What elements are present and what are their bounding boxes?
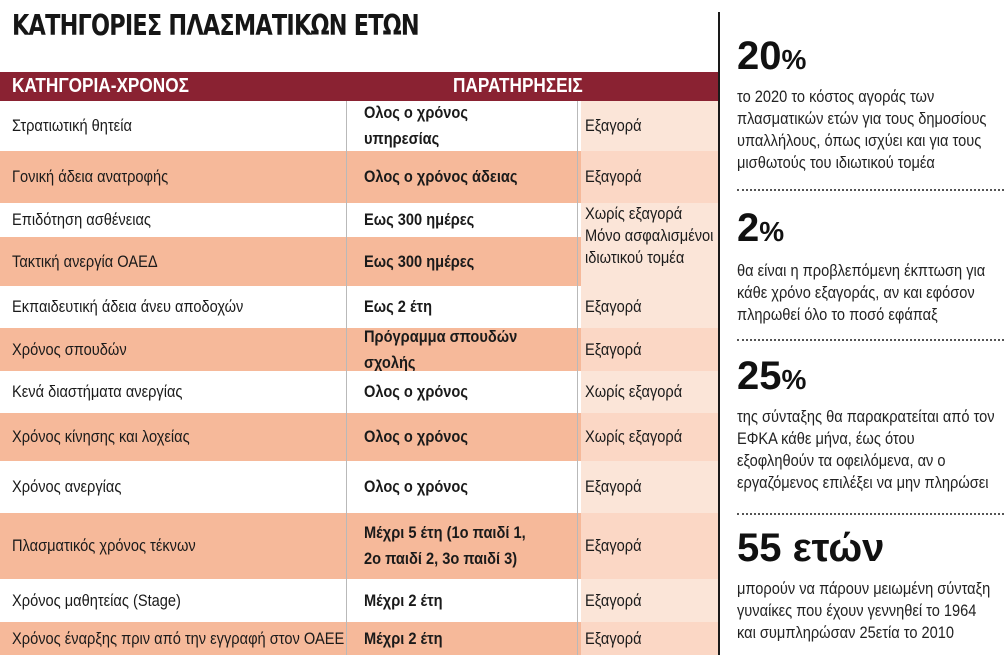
table-row <box>0 286 718 328</box>
stat-block <box>737 206 1004 326</box>
stat-text: το 2020 το κόστος αγοράς των πλασματικών ετών για τους δημοσίους υπαλλήλους, όπως ισχύει και για τους μισθωτούς του ιδιωτικού τομέα <box>737 87 987 172</box>
row-duration: Εως 300 ημέρες <box>364 210 475 229</box>
row-category: Επιδότηση ασθένειας <box>12 210 151 229</box>
row-note: Εξαγορά <box>585 297 642 316</box>
row-category: Πλασματικός χρόνος τέκνων <box>12 536 196 555</box>
row-category: Κενά διαστήματα ανεργίας <box>12 382 183 401</box>
table-row <box>0 151 718 203</box>
stat-block <box>737 526 1004 644</box>
column-header-category: ΚΑΤΗΓΟΡΙΑ-ΧΡΟΝΟΣ <box>12 75 189 97</box>
stat-value: 25 <box>737 354 782 398</box>
row-note: Εξαγορά <box>585 536 642 555</box>
row-duration: Μέχρι 2 έτη <box>364 590 443 610</box>
stat-value: 20 <box>737 34 782 78</box>
stat-unit: % <box>759 216 785 247</box>
row-category: Χρόνος έναρξης πριν από την εγγραφή στον ΟΑΕΕ <box>12 628 345 648</box>
column-divider <box>577 101 578 655</box>
row-note: Εξαγορά <box>585 116 642 135</box>
stat-value: 55 ετών <box>737 526 885 570</box>
row-note: Εξαγορά <box>585 167 642 186</box>
row-category: Τακτική ανεργία ΟΑΕΔ <box>12 251 158 271</box>
column-divider <box>346 101 347 655</box>
row-note: Εξαγορά <box>585 477 642 496</box>
row-note: Χωρίς εξαγορά <box>585 382 683 401</box>
row-note: Εξαγορά <box>585 339 642 359</box>
table-row <box>0 579 718 622</box>
row-duration: Μέχρι 2 έτη <box>364 628 443 648</box>
table-row <box>0 413 718 461</box>
stat-text: της σύνταξης θα παρακρατείται από τον ΕΦΚΑ κάθε μήνα, έως ότου εξοφληθούν τα οφειλόμενα, αν ο εργαζόμενος επιλέξει να μην πληρώσει <box>737 407 995 492</box>
stat-block <box>737 34 1004 174</box>
table-row <box>0 513 718 579</box>
row-category: Γονική άδεια ανατροφής <box>12 167 169 186</box>
page-title: ΚΑΤΗΓΟΡΙΕΣ ΠΛΑΣΜΑΤΙΚΩΝ ΕΤΩΝ <box>12 9 419 42</box>
stat-separator <box>737 339 1004 341</box>
table-header <box>0 72 718 101</box>
table-row <box>0 371 718 413</box>
row-note: Χωρίς εξαγορά <box>585 427 683 446</box>
table-row <box>0 622 718 655</box>
column-header-notes: ΠΑΡΑΤΗΡΗΣΕΙΣ <box>453 75 583 97</box>
table-row <box>0 328 718 371</box>
row-duration: Ολος ο χρόνος άδειας <box>364 167 518 186</box>
row-duration: Πρόγραμμα σπουδών σχολής <box>364 326 518 372</box>
row-duration: Μέχρι 5 έτη (1ο παιδί 1, 2ο παιδί 2, 3ο παιδί 3) <box>364 523 526 568</box>
row-duration: Εως 2 έτη <box>364 297 433 316</box>
row-category: Στρατιωτική θητεία <box>12 116 132 135</box>
stat-unit: % <box>781 44 807 75</box>
stat-text: μπορούν να πάρουν μειωμένη σύνταξη γυναίκες που έχουν γεννηθεί το 1964 και συμπληρώσαν 25ετία το 2010 <box>737 579 991 642</box>
row-category: Χρόνος κίνησης και λοχείας <box>12 427 190 446</box>
section-divider <box>718 12 720 655</box>
row-category: Χρόνος σπουδών <box>12 339 127 359</box>
row-duration: Ολος ο χρόνος <box>364 382 468 401</box>
table-row <box>0 101 718 151</box>
row-note: Εξαγορά <box>585 628 642 648</box>
row-duration: Ολος ο χρόνος <box>364 477 468 496</box>
row-category: Εκπαιδευτική άδεια άνευ αποδοχών <box>12 297 244 316</box>
stat-text: θα είναι η προβλεπόμενη έκπτωση για κάθε χρόνο εξαγοράς, αν και εφόσον πληρωθεί όλο το ποσό εφάπαξ <box>737 261 986 324</box>
stat-unit: % <box>781 364 807 395</box>
stat-separator <box>737 189 1004 191</box>
merged-note: Χωρίς εξαγορά Μόνο ασφαλισμένοι ιδιωτικού τομέα <box>585 204 714 267</box>
row-category: Χρόνος ανεργίας <box>12 477 122 496</box>
row-duration: Ολος ο χρόνος <box>364 427 468 446</box>
row-note: Εξαγορά <box>585 590 642 610</box>
stat-value: 2 <box>737 206 760 250</box>
table-row <box>0 461 718 513</box>
row-category: Χρόνος μαθητείας (Stage) <box>12 590 181 610</box>
stat-separator <box>737 513 1004 515</box>
stat-block <box>737 354 1004 494</box>
row-duration: Εως 300 ημέρες <box>364 251 475 271</box>
row-duration: Ολος ο χρόνος υπηρεσίας <box>364 103 468 148</box>
